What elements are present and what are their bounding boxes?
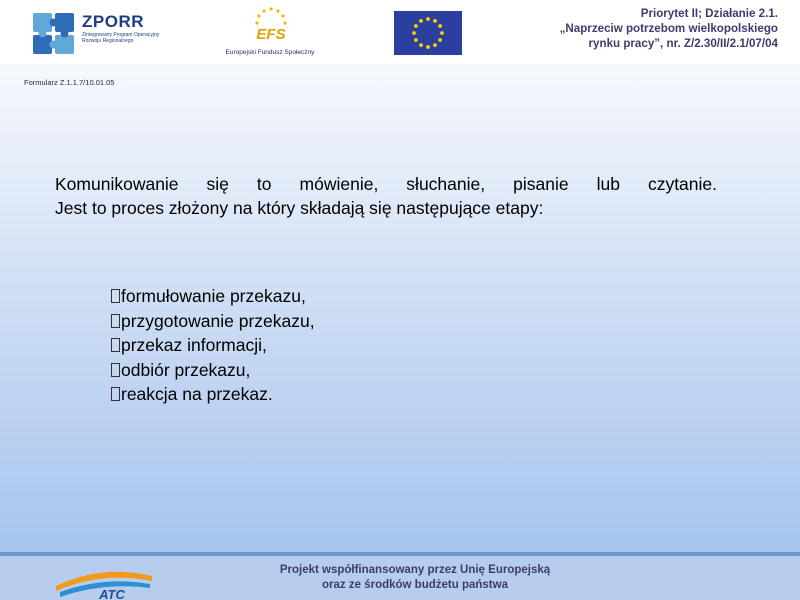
eu-star-icon: [440, 31, 444, 35]
eu-star-icon: [438, 38, 442, 42]
eu-star-icon: [433, 19, 437, 23]
intro-line: Jest to proces złożony na który składają się następujące etapy:: [55, 198, 544, 218]
eu-star-icon: [438, 24, 442, 28]
eu-star-icon: [414, 38, 418, 42]
efs-stars-icon: [247, 6, 295, 48]
eu-flag-icon: [393, 10, 463, 56]
efs-logo-text: EFS: [256, 26, 286, 43]
eu-star-icon: [426, 45, 430, 49]
bullet-box-icon: [111, 387, 120, 401]
cofinancing-note: [230, 563, 600, 593]
atc-logo-text: ATC: [99, 587, 125, 600]
cofinancing-line: Projekt współfinansowany przez Unię Europejską: [279, 564, 551, 576]
step-label: przekaz informacji,: [121, 335, 267, 355]
eu-star-icon: [419, 19, 423, 23]
step-label: reakcja na przekaz.: [121, 384, 273, 404]
bullet-box-icon: [111, 289, 120, 303]
programme-title: [518, 6, 778, 51]
bullet-box-icon: [111, 314, 120, 328]
step-label: formułowanie przekazu,: [121, 286, 306, 306]
atc-logo-icon: [54, 562, 154, 600]
intro-line: Komunikowanie się to mówienie, słuchanie, pisanie lub czytanie.: [55, 174, 717, 194]
step-label: przygotowanie przekazu,: [121, 310, 315, 331]
list-item: [111, 309, 315, 334]
form-id: Formularz Z.1.1.7/10.01.05: [24, 78, 115, 87]
eu-star-icon: [419, 43, 423, 47]
bullet-box-icon: [111, 363, 120, 377]
zporr-puzzle-icon: [32, 12, 76, 56]
list-item: [111, 284, 315, 309]
footer-bar: [0, 556, 800, 600]
cofinancing-line: oraz ze środków budżetu państwa: [322, 579, 508, 591]
list-item: [111, 382, 315, 407]
eu-star-icon: [426, 17, 430, 21]
bullet-box-icon: [111, 338, 120, 352]
zporr-subtitle: Zintegrowany Program Operacyjny Rozwoju Regionalnego: [82, 32, 160, 44]
eu-star-icon: [412, 31, 416, 35]
efs-caption: Europejski Fundusz Społeczny: [225, 49, 315, 56]
zporr-title: ZPORR: [82, 12, 144, 31]
programme-title-line: Priorytet II; Działanie 2.1.: [640, 7, 778, 20]
zporr-logo: [32, 8, 162, 60]
programme-title-line: „Naprzeciw potrzebom wielkopolskiego: [559, 22, 778, 35]
list-item: [111, 358, 315, 383]
eu-star-icon: [414, 24, 418, 28]
programme-title-line: rynku pracy”, nr. Z/2.30/II/2.1/07/04: [588, 37, 778, 50]
intro-paragraph: [55, 172, 717, 220]
steps-list: [111, 284, 315, 407]
efs-logo: [225, 6, 315, 62]
header-bar: [0, 0, 800, 64]
list-item: [111, 333, 315, 358]
eu-star-icon: [433, 43, 437, 47]
step-label: odbiór przekazu,: [121, 359, 251, 380]
